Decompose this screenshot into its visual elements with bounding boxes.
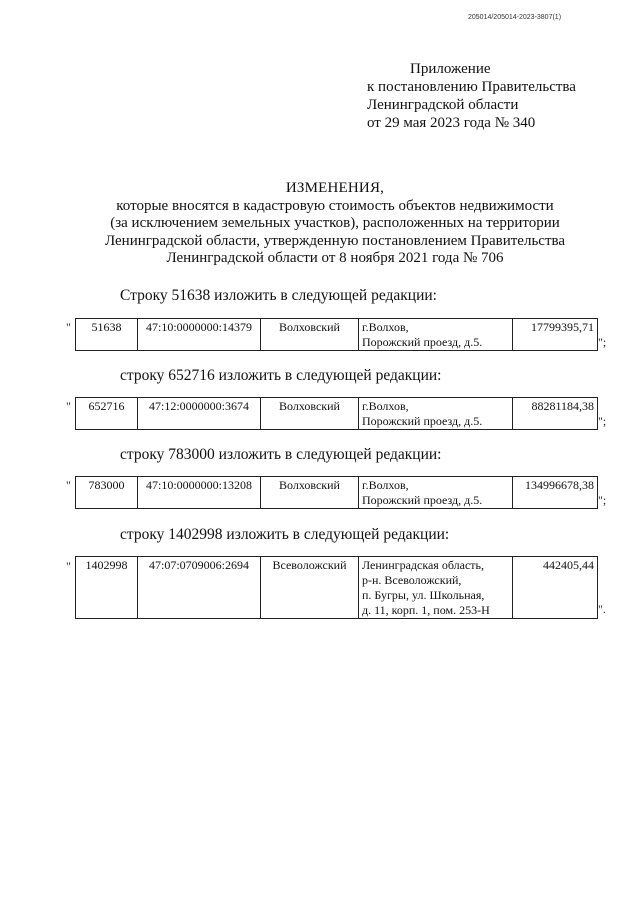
- appendix-line: Ленинградской области: [367, 97, 519, 113]
- cell-address: [359, 477, 513, 509]
- entry-instruction: строку 652716 изложить в следующей редакции:: [120, 367, 442, 384]
- heading-line: Ленинградской области от 8 ноября 2021 года № 706: [166, 250, 504, 266]
- entry-instruction: строку 1402998 изложить в следующей редакции:: [120, 526, 450, 543]
- cell-cadastral-value: 442405,44: [513, 557, 598, 619]
- table-row: [76, 557, 598, 619]
- address-line: р-н. Всеволожский,: [362, 573, 462, 587]
- cell-district: Всеволожский: [261, 557, 359, 619]
- cell-district: Волховский: [261, 319, 359, 351]
- document-id: 205014/205014-2023-3807(1): [468, 14, 562, 21]
- address-line: Порожский проезд, д.5.: [362, 493, 483, 507]
- cell-address: [359, 557, 513, 619]
- entry-instruction: строку 783000 изложить в следующей редакции:: [120, 446, 442, 463]
- cell-district: Волховский: [261, 398, 359, 430]
- cell-cadastral-number: 47:10:0000000:13208: [138, 477, 261, 509]
- heading-line: (за исключением земельных участков), расположенных на территории: [110, 215, 560, 231]
- address-line: г.Волхов,: [362, 399, 409, 413]
- appendix-line: Приложение: [410, 61, 491, 77]
- close-quote: ";: [598, 493, 607, 507]
- cell-cadastral-value: 134996678,38: [513, 477, 598, 509]
- cell-row-number: 51638: [76, 319, 138, 351]
- cell-address: [359, 398, 513, 430]
- table-row: [76, 319, 598, 351]
- close-quote: ";: [598, 335, 607, 349]
- appendix-line: к постановлению Правительства: [367, 79, 576, 95]
- open-quote: ": [66, 478, 71, 492]
- address-line: п. Бугры, ул. Школьная,: [362, 588, 485, 602]
- heading-title: ИЗМЕНЕНИЯ,: [285, 180, 385, 196]
- document-heading: [60, 180, 610, 268]
- table-row: [76, 398, 598, 430]
- close-quote: ";: [598, 414, 607, 428]
- cell-cadastral-value: 88281184,38: [513, 398, 598, 430]
- open-quote: ": [66, 320, 71, 334]
- close-quote: ".: [598, 602, 606, 616]
- cell-address: [359, 319, 513, 351]
- heading-line: Ленинградской области, утвержденную постановлением Правительства: [104, 232, 566, 249]
- cell-cadastral-value: 17799395,71: [513, 319, 598, 351]
- address-line: Порожский проезд, д.5.: [362, 335, 483, 349]
- address-line: Порожский проезд, д.5.: [362, 414, 483, 428]
- appendix-block: [367, 60, 627, 132]
- entry-table: [75, 397, 598, 430]
- cell-cadastral-number: 47:10:0000000:14379: [138, 319, 261, 351]
- address-line: г.Волхов,: [362, 320, 409, 334]
- cell-row-number: 783000: [76, 477, 138, 509]
- entry-table: [75, 318, 598, 351]
- address-line: Ленинградская область,: [362, 558, 484, 572]
- open-quote: ": [66, 559, 71, 573]
- cell-row-number: 652716: [76, 398, 138, 430]
- cell-row-number: 1402998: [76, 557, 138, 619]
- table-row: [76, 477, 598, 509]
- cell-district: Волховский: [261, 477, 359, 509]
- open-quote: ": [66, 399, 71, 413]
- address-line: д. 11, корп. 1, пом. 253-Н: [362, 603, 490, 617]
- heading-line: которые вносятся в кадастровую стоимость объектов недвижимости: [116, 197, 554, 214]
- entry-table: [75, 476, 598, 509]
- cell-cadastral-number: 47:07:0709006:2694: [138, 557, 261, 619]
- appendix-line: от 29 мая 2023 года № 340: [367, 115, 536, 131]
- cell-cadastral-number: 47:12:0000000:3674: [138, 398, 261, 430]
- address-line: г.Волхов,: [362, 478, 409, 492]
- entry-instruction: Строку 51638 изложить в следующей редакции:: [120, 287, 437, 304]
- entry-table: [75, 556, 598, 619]
